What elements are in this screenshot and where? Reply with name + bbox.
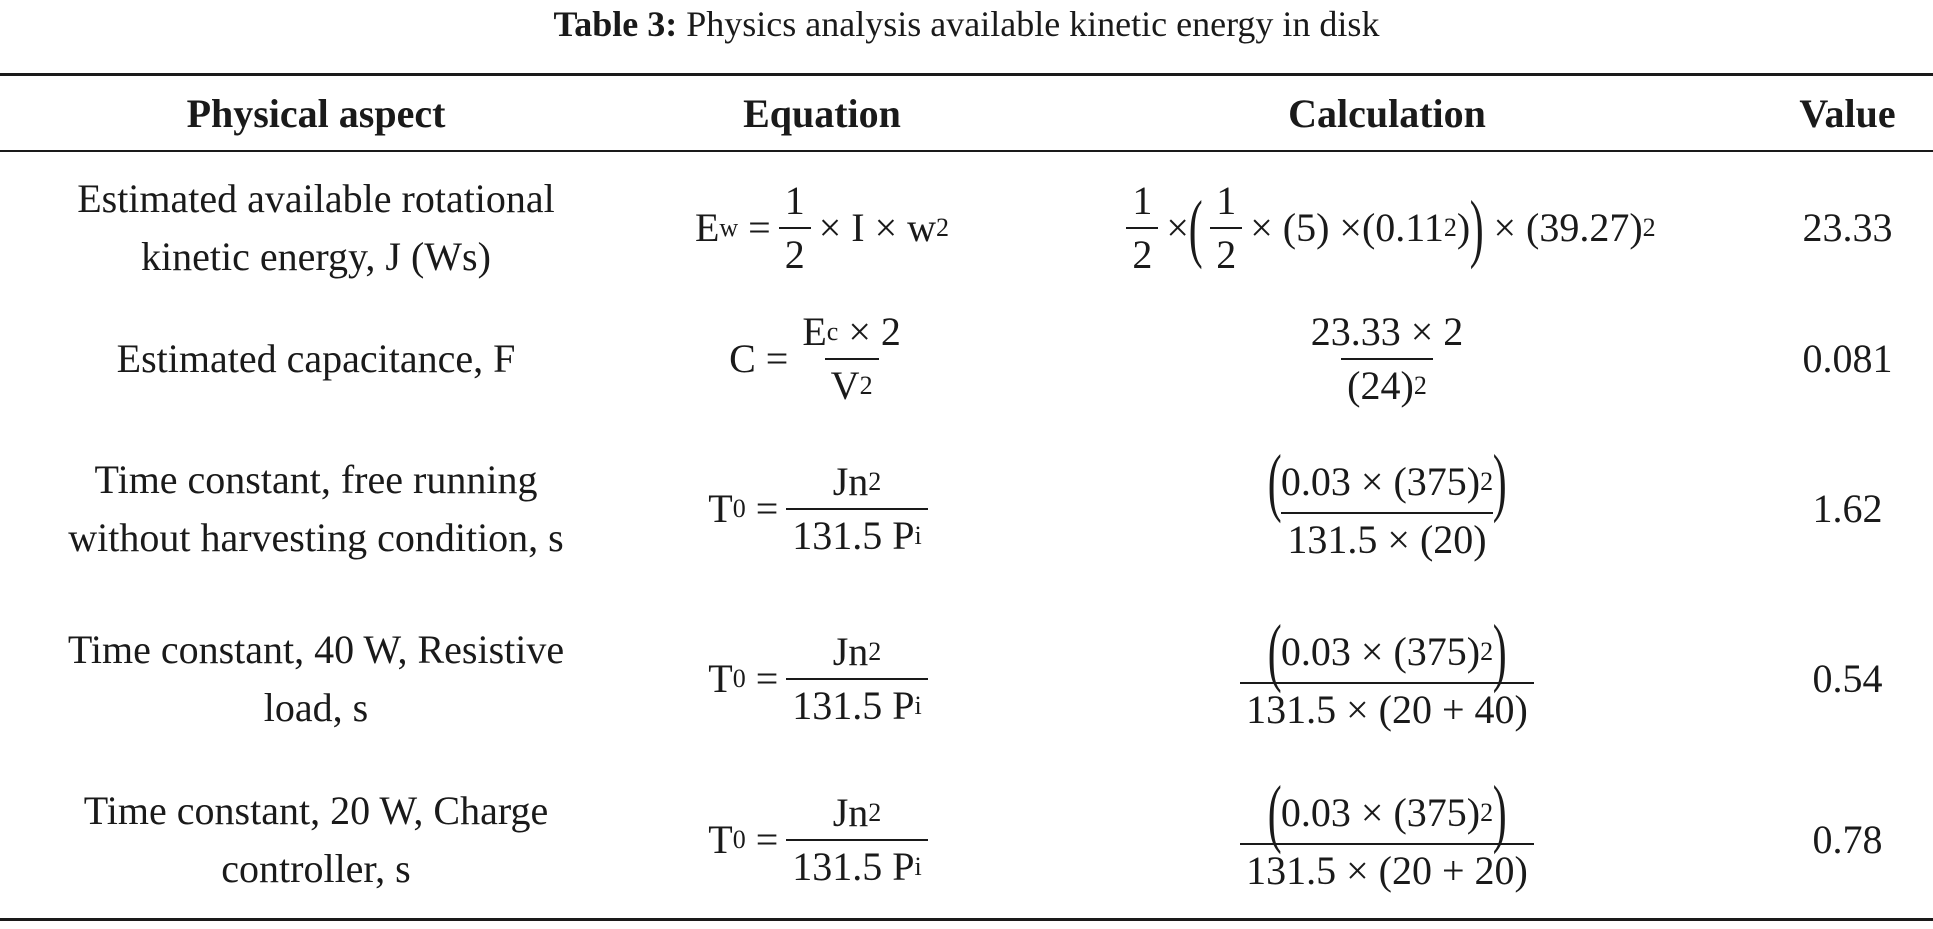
calc1-paren-close: ) [1456,205,1471,250]
eq2-num-e: E [802,309,827,354]
calc1-inner-den: 2 [1210,227,1242,281]
eq1-lhs: E [694,205,720,250]
calc5-num: 0.03 × (375) [1280,790,1481,835]
calc5-den: 131.5 × (20 + 20) [1240,843,1534,897]
calc3-num: 0.03 × (375) [1280,459,1481,504]
header-equation: Equation [743,91,901,136]
row-3-aspect [0,424,632,594]
calc5-frac-num: ( 0.03 × (375) 2 ) [1267,771,1507,855]
eq4-den: 131.5 P [792,683,915,728]
table-bottom-rule [0,918,1933,921]
calc5-fraction [1240,771,1534,897]
table-caption-label: Table 3: [553,4,678,44]
row-2-equation [632,294,1012,424]
eq2-den-v: V [830,363,860,408]
row-4-aspect [0,594,632,764]
table-caption [0,4,1933,44]
row-1-equation: E w = $\frac{1}{2}$ × I × w 2 [632,162,1012,294]
eq3-lhs: T [708,486,733,531]
calc2-den: (24) [1347,363,1414,408]
calc2-num: 23.33 × 2 [1310,309,1464,354]
calc3-frac-num: ( 0.03 × (375) 2 ) [1267,440,1507,524]
row-1-calculation: $\frac{1}{2}$ × ( $\frac{1}{2}$ × (5) × ( 0.11 2 ) ) × (39.27) 2 [1012,162,1762,294]
eq5-lhs: T [708,817,733,862]
eq4-num: Jn [832,629,869,674]
eq5-frac-den: 131.5 P i [786,839,927,893]
eq2-fraction [796,306,907,412]
row-2-aspect [0,294,632,424]
calc1-close-paren: ) [1469,186,1484,270]
row-4-aspect-line1: Time constant, 40 W, Resistive [67,627,565,672]
row-3-aspect-line2: without harvesting condition, s [68,515,564,560]
table-top-rule [0,73,1933,76]
row-2-calculation [1012,294,1762,424]
row-3-equation: T 0 = Jn 2 131.5 P i [632,424,1012,594]
eq3-fraction [786,456,927,562]
eq5-equals: = [755,817,779,862]
calc1-times: × [1166,205,1189,250]
eq1-fraction [779,175,811,281]
eq2-equals: = [765,336,789,381]
eq2-frac-num: E c × 2 [796,306,907,358]
eq3-den: 131.5 P [792,513,915,558]
row-3-aspect-line1: Time constant, free running [94,457,538,502]
calc4-frac-num: ( 0.03 × (375) 2 ) [1267,610,1507,694]
table-header-rule [0,150,1933,152]
eq4-equals: = [755,656,779,701]
row-5-aspect-line2: controller, s [221,846,411,891]
row-5-calculation [1012,764,1762,916]
row-5-aspect [0,764,632,916]
header-value: Value [1799,91,1896,136]
calc4-close-paren: ) [1492,610,1507,694]
eq2-num-rest: × 2 [848,309,901,354]
eq4-lhs: T [708,656,733,701]
row-4-equation: T 0 = Jn 2 131.5 P i [632,594,1012,764]
row-2-value: 0.081 [1802,336,1893,381]
calc5-close-paren: ) [1492,771,1507,855]
calc4-den: 131.5 × (20 + 40) [1240,682,1534,736]
calc1-paren-open: ( [1361,205,1376,250]
row-4-value: 0.54 [1812,656,1883,701]
calc1-inner-mid: × (5) × [1250,205,1362,250]
calc1-open-paren: ( [1188,186,1203,270]
calc1-outer-num: 1 [1132,178,1153,223]
row-4-aspect-line2: load, s [263,685,369,730]
eq2-lhs: C [729,336,756,381]
eq5-num: Jn [832,790,869,835]
calc3-fraction [1262,440,1513,566]
eq1-equals: = [748,205,771,250]
eq5-frac-num: Jn 2 [827,787,888,839]
eq5-den: 131.5 P [792,844,915,889]
eq1-rest: × I × w [818,205,937,250]
eq3-equals: = [755,486,779,531]
calc4-num: 0.03 × (375) [1280,629,1481,674]
row-1-value: 23.33 [1802,205,1893,250]
eq3-frac-den: 131.5 P i [786,508,927,562]
header-calculation: Calculation [1288,91,1486,136]
eq2-frac-den: V 2 [825,358,879,412]
calc2-fraction [1305,306,1470,412]
calc3-open-paren: ( [1267,440,1282,524]
calc2-frac-den: (24) 2 [1341,358,1433,412]
row-3-calculation [1012,424,1762,594]
calc1-outer-den: 2 [1126,227,1158,281]
calc1-inner-fraction [1210,175,1242,281]
calc3-den: 131.5 × (20) [1281,512,1492,566]
eq3-num: Jn [832,459,869,504]
eq4-frac-num: Jn 2 [827,626,888,678]
row-1-aspect-line2: kinetic energy, J (Ws) [141,234,491,279]
calc3-close-paren: ) [1492,440,1507,524]
table-caption-text: Physics analysis available kinetic energy in disk [686,4,1380,44]
row-5-value: 0.78 [1812,817,1883,862]
calc1-base: 0.11 [1375,205,1444,250]
row-2-aspect-line1: Estimated capacitance, F [116,336,516,381]
eq4-fraction [786,626,927,732]
row-1-aspect [0,162,632,294]
eq3-frac-num: Jn 2 [827,456,888,508]
calc4-fraction [1240,610,1534,736]
eq4-frac-den: 131.5 P i [786,678,927,732]
row-1-aspect-line1: Estimated available rotational [77,176,555,221]
row-5-equation: T 0 = Jn 2 131.5 P i [632,764,1012,916]
calc1-outer-fraction [1126,175,1158,281]
eq5-fraction [786,787,927,893]
calc5-open-paren: ( [1267,771,1282,855]
calc1-inner-num: 1 [1216,178,1237,223]
eq1-frac-den: 2 [779,227,811,281]
row-5-aspect-line1: Time constant, 20 W, Charge [83,788,549,833]
eq1-frac-num: 1 [784,178,805,223]
header-physical-aspect: Physical aspect [186,91,446,136]
row-4-calculation [1012,594,1762,764]
calc4-open-paren: ( [1267,610,1282,694]
calc1-tail: × (39.27) [1493,205,1643,250]
row-3-value: 1.62 [1812,486,1883,531]
